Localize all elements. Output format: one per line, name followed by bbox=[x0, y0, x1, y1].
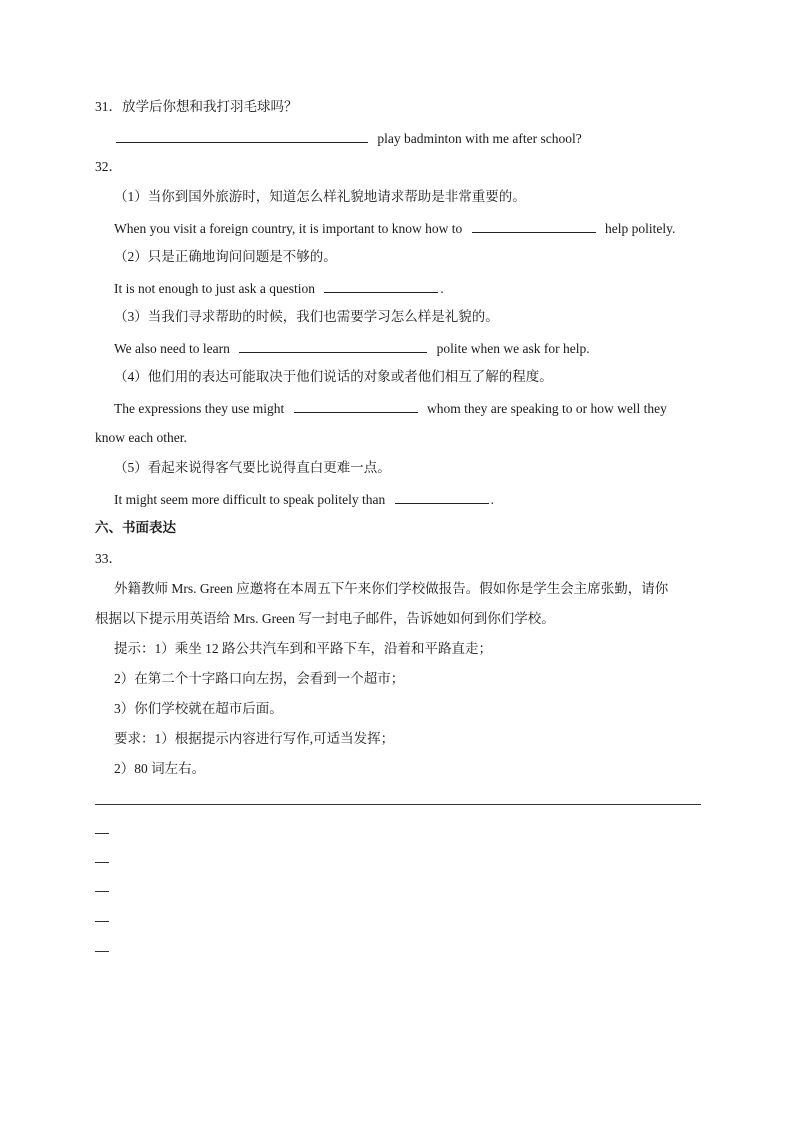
q31-answer-suffix: play badminton with me after school? bbox=[377, 131, 582, 146]
writing-line-3[interactable] bbox=[95, 891, 109, 892]
q32-item1-en-after: help politely. bbox=[604, 221, 676, 236]
q33-req2: 2）80 词左右。 bbox=[114, 761, 206, 776]
q33-hint1: 提示：1）乘坐 12 路公共汽车到和平路下车，沿着和平路直走； bbox=[114, 641, 492, 656]
q32-item5-blank[interactable] bbox=[395, 489, 489, 504]
q32-item3-en bbox=[114, 338, 590, 358]
q32-item2-en-after: . bbox=[440, 281, 444, 296]
q32-item5-en-before: It might seem more difficult to speak politely than bbox=[114, 492, 386, 507]
q32-item3-cn: （3）当我们寻求帮助的时候，我们也需要学习怎么样是礼貌的。 bbox=[114, 309, 499, 324]
q33-paragraph-line1: 外籍教师 Mrs. Green 应邀将在本周五下午来你们学校做报告。假如你是学生会主席张勤，请你 bbox=[114, 581, 669, 596]
q32-item2-en bbox=[114, 278, 444, 298]
q32-item3-en-before: We also need to learn bbox=[114, 341, 230, 356]
q32-item2-blank[interactable] bbox=[324, 278, 438, 293]
q32-item4-en-cont: know each other. bbox=[95, 430, 187, 445]
q32-item4-en bbox=[114, 398, 667, 418]
q33-number: 33． bbox=[95, 551, 122, 566]
writing-line-4[interactable] bbox=[95, 921, 109, 922]
section6-title: 六、书面表达 bbox=[95, 520, 176, 535]
q33-req1: 要求：1）根据提示内容进行写作,可适当发挥； bbox=[114, 731, 395, 746]
q33-hint3: 3）你们学校就在超市后面。 bbox=[114, 701, 283, 716]
q32-item4-blank[interactable] bbox=[294, 398, 418, 413]
q32-item1-cn: （1）当你到国外旅游时，知道怎么样礼貌地请求帮助是非常重要的。 bbox=[114, 189, 526, 204]
q31-answer-line bbox=[114, 128, 582, 148]
q32-item4-cn: （4）他们用的表达可能取决于他们说话的对象或者他们相互了解的程度。 bbox=[114, 369, 553, 384]
writing-line-1[interactable] bbox=[95, 833, 109, 834]
q32-item2-cn: （2）只是正确地询问问题是不够的。 bbox=[114, 249, 337, 264]
q33-paragraph-line2: 根据以下提示用英语给 Mrs. Green 写一封电子邮件，告诉她如何到你们学校。 bbox=[95, 611, 555, 626]
q32-item4-en-after: whom they are speaking to or how well they bbox=[426, 401, 667, 416]
q32-item2-en-before: It is not enough to just ask a question bbox=[114, 281, 315, 296]
writing-line-5[interactable] bbox=[95, 951, 109, 952]
q31-prompt: 31．放学后你想和我打羽毛球吗？ bbox=[95, 99, 298, 114]
q32-item1-blank[interactable] bbox=[472, 218, 596, 233]
q33-hint2: 2）在第二个十字路口向左拐，会看到一个超市； bbox=[114, 671, 405, 686]
q32-item4-en-before: The expressions they use might bbox=[114, 401, 285, 416]
q31-blank[interactable] bbox=[116, 128, 368, 143]
q32-item5-cn: （5）看起来说得客气要比说得直白更难一点。 bbox=[114, 460, 391, 475]
q32-item5-en-after: . bbox=[490, 492, 494, 507]
q32-number: 32． bbox=[95, 159, 122, 174]
writing-line-2[interactable] bbox=[95, 862, 109, 863]
writing-area-top-rule bbox=[95, 804, 701, 805]
q32-item1-en-before: When you visit a foreign country, it is important to know how to bbox=[114, 221, 463, 236]
q32-item3-blank[interactable] bbox=[239, 338, 427, 353]
q32-item3-en-after: polite when we ask for help. bbox=[436, 341, 590, 356]
q32-item1-en bbox=[114, 218, 675, 238]
q32-item5-en bbox=[114, 489, 494, 509]
